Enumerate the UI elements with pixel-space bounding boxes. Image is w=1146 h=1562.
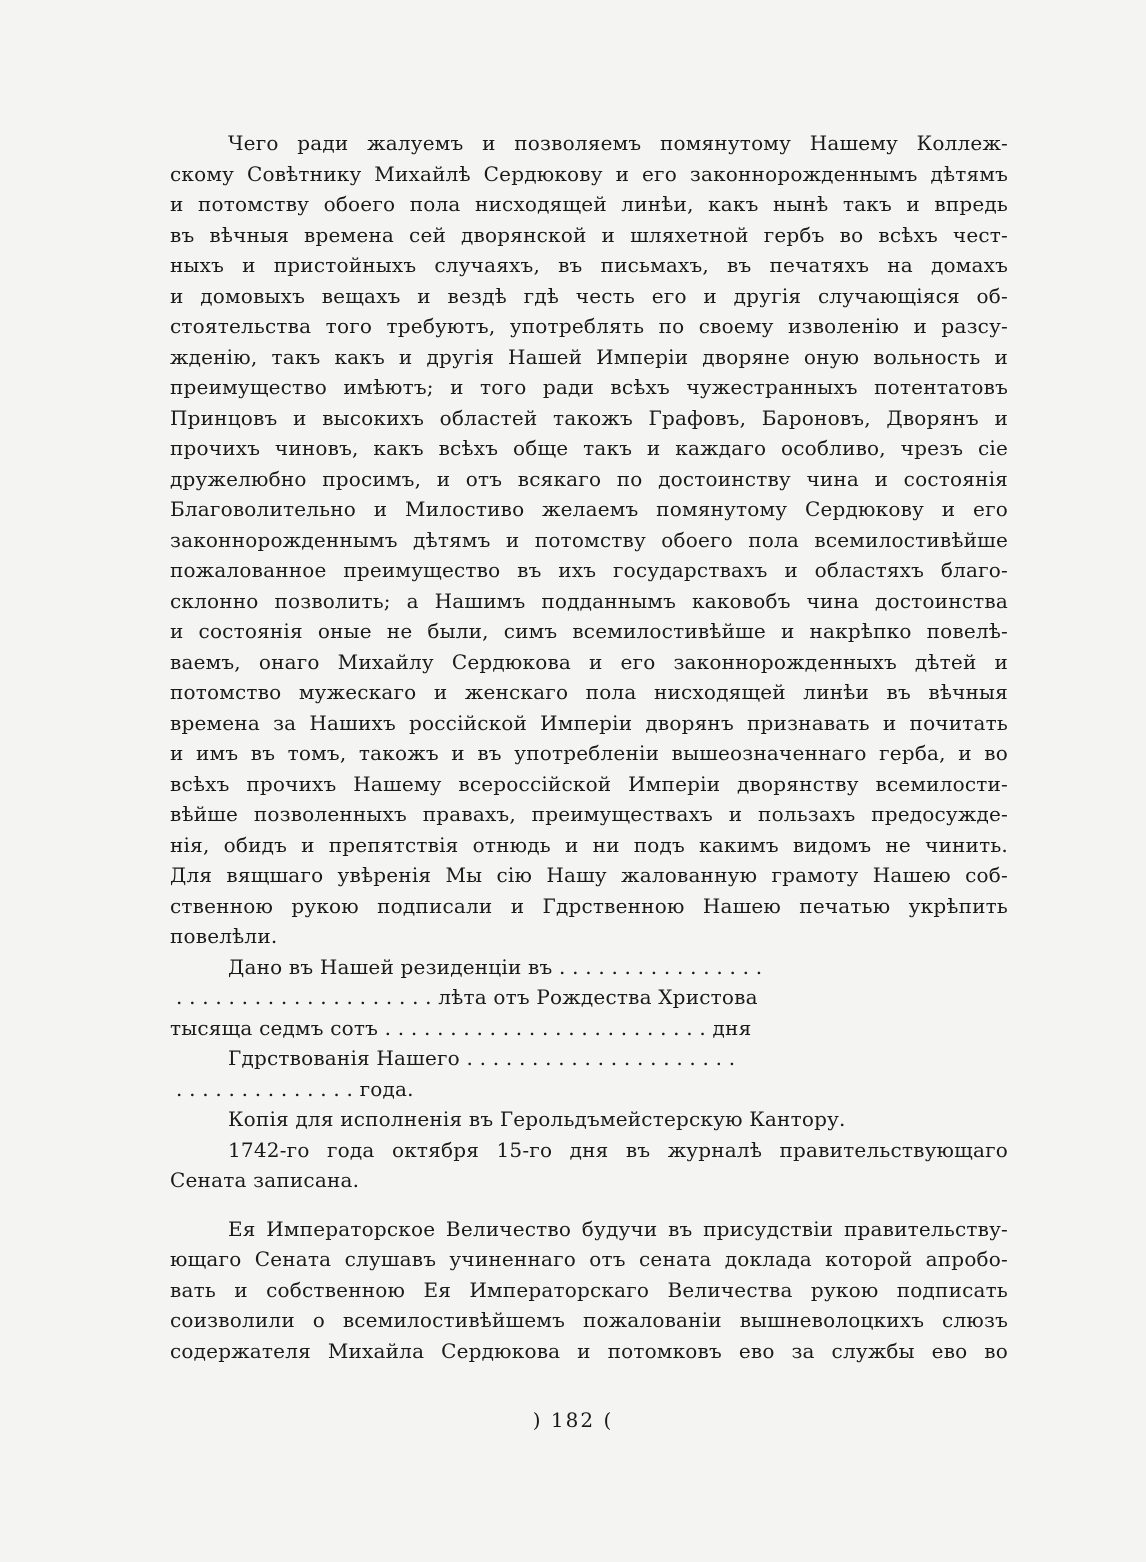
copy-note: Копія для исполненія въ Герольдъмейстерскую Кантору. bbox=[228, 1107, 846, 1131]
text-line: Ея Императорское Величество будучи въ присудствіи правительству- bbox=[228, 1216, 1008, 1241]
main-text bbox=[170, 128, 1008, 1366]
text-line: содержателя Михайла Сердюкова и потомковъ ево за службы ево во bbox=[170, 1338, 1008, 1363]
date-line: . . . . . . . . . . . . . . года. bbox=[176, 1076, 414, 1101]
text-line: вѣйше позволенныхъ правахъ, преимуществахъ и пользахъ предосужде- bbox=[170, 802, 1008, 826]
text-line: ющаго Сената слушавъ учиненнаго отъ сената доклада которой апробо- bbox=[170, 1247, 1008, 1271]
date-line: Дано въ Нашей резиденціи въ . . . . . . . . . . . . . . . . bbox=[228, 954, 763, 979]
text-line: и потомству обоего пола нисходящей линѣи, какъ нынѣ такъ и впредь bbox=[170, 192, 1008, 216]
text-line: стоятельства того требуютъ, употреблять по своему изволенію и разсу- bbox=[170, 314, 1008, 338]
text-line: преимущество имѣютъ; и того ради всѣхъ чужестранныхъ потентатовъ bbox=[170, 375, 1008, 399]
text-line: Благоволительно и Милостиво желаемъ помянутому Сердюкову и его bbox=[170, 497, 1008, 521]
page-number: ) 182 ( bbox=[532, 1408, 614, 1432]
text-line: Сената записана. bbox=[170, 1168, 360, 1192]
date-section bbox=[170, 952, 1008, 1105]
text-line: жденію, такъ какъ и другія Нашей Имперіи дворяне оную вольность и bbox=[170, 344, 1008, 369]
text-line: нія, обидъ и препятствія отнюдь и ни подъ какимъ видомъ не чинить. bbox=[170, 832, 1008, 857]
text-line: вать и собственною Ея Императорскаго Величества рукою подписать bbox=[170, 1277, 1008, 1302]
journal-note bbox=[170, 1135, 1008, 1196]
text-line: скому Совѣтнику Михайлѣ Сердюкову и его законнорожденнымъ дѣтямъ bbox=[170, 161, 1008, 186]
text-line: повелѣли. bbox=[170, 924, 278, 948]
text-line: ственною рукою подписали и Гдрственною Нашею печатью укрѣпить bbox=[170, 893, 1008, 918]
text-line: Принцовъ и высокихъ областей такожъ Графовъ, Бароновъ, Дворянъ и bbox=[170, 405, 1008, 430]
senate-paragraph bbox=[170, 1214, 1008, 1367]
text-line: Для вящшаго увѣренія Мы сію Нашу жалованную грамоту Нашею соб- bbox=[170, 863, 1008, 887]
text-line: соизволили о всемилостивѣйшемъ пожалованіи вышневолоцкихъ слюзъ bbox=[170, 1308, 1008, 1332]
text-line: дружелюбно просимъ, и отъ всякаго по достоинству чина и состоянія bbox=[170, 466, 1008, 491]
text-line: и состоянія оные не были, симъ всемилостивѣйше и накрѣпко повелѣ- bbox=[170, 619, 1008, 643]
text-line: ваемъ, онаго Михайлу Сердюкова и его законнорожденныхъ дѣтей и bbox=[170, 649, 1008, 674]
text-line: законнорожденнымъ дѣтямъ и потомству обоего пола всемилостивѣйше bbox=[170, 527, 1008, 552]
text-line: прочихъ чиновъ, какъ всѣхъ обще такъ и каждаго особливо, чрезъ сіе bbox=[170, 436, 1008, 460]
text-line: въ вѣчныя времена сей дворянской и шляхетной гербъ во всѣхъ чест- bbox=[170, 222, 1008, 247]
text-line: всѣхъ прочихъ Нашему всероссійской Имперіи дворянству всемилости- bbox=[170, 771, 1008, 796]
charter-paragraph bbox=[170, 128, 1008, 952]
text-line: ныхъ и пристойныхъ случаяхъ, въ письмахъ, въ печатяхъ на домахъ bbox=[170, 253, 1008, 277]
text-line: пожалованное преимущество въ ихъ государствахъ и областяхъ благо- bbox=[170, 558, 1008, 582]
date-line: тысяща седмъ сотъ . . . . . . . . . . . . . . . . . . . . . . . . . дня bbox=[170, 1015, 752, 1040]
text-line: склонно позволить; а Нашимъ подданнымъ каковобъ чина достоинства bbox=[170, 588, 1008, 613]
text-line: и домовыхъ вещахъ и вездѣ гдѣ честь его и другія случающіяся об- bbox=[170, 283, 1008, 308]
date-line: Гдрствованія Нашего . . . . . . . . . . . . . . . . . . . . . bbox=[228, 1046, 736, 1070]
text-line: времена за Нашихъ россійской Имперіи дворянъ признавать и почитать bbox=[170, 710, 1008, 735]
date-line: . . . . . . . . . . . . . . . . . . . . лѣта отъ Рождества Христова bbox=[176, 985, 758, 1009]
text-line: 1742-го года октября 15-го дня въ журналѣ правительствующаго bbox=[228, 1137, 1008, 1162]
text-line: потомство мужескаго и женскаго пола нисходящей линѣи въ вѣчныя bbox=[170, 680, 1008, 704]
text-line: и имъ въ томъ, такожъ и въ употребленіи вышеозначеннаго герба, и во bbox=[170, 741, 1008, 765]
text-line: Чего ради жалуемъ и позволяемъ помянутому Нашему Коллеж- bbox=[228, 131, 1008, 155]
